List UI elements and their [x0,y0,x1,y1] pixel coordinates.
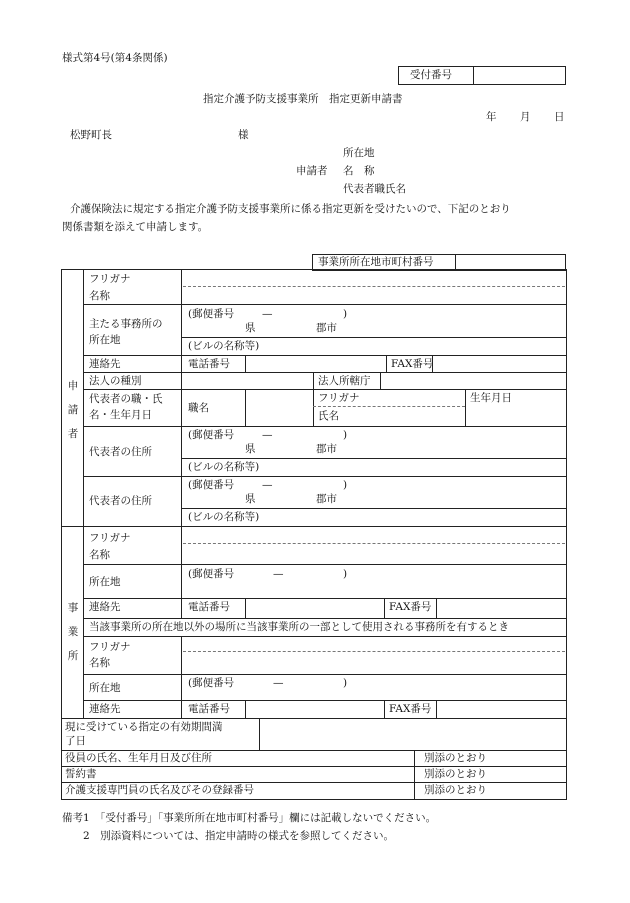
main-office-address-field[interactable] [183,305,565,337]
main-office-postal-label: (郵便番号 [188,308,235,320]
rep-name-label: 氏名 [318,410,339,422]
office-fax-label: FAX番号 [389,601,432,613]
expiry-label-2: 了日 [65,735,86,747]
municipal-number-label: 事業所所在地市町村番号 [318,256,434,268]
office-name-label: 名称 [89,549,110,561]
rep-birthdate-field[interactable] [467,405,565,425]
applicant-furigana-field[interactable] [183,270,565,286]
office-contact-label: 連絡先 [89,601,121,613]
applicant-contact-label: 連絡先 [89,358,121,370]
applicant-name-label: 名称 [89,290,110,302]
corp-type-field[interactable] [183,373,311,388]
receipt-number-label: 受付番号 [410,69,452,81]
rep-address1-field[interactable] [183,427,565,457]
other-office-location-label: 所在地 [89,682,121,694]
office-section-label: 事 業 所 [67,602,79,662]
applicant-furigana-label: フリガナ [89,273,131,285]
corp-type-label: 法人の種別 [89,375,142,387]
other-office-postal-close: ) [343,677,348,689]
receipt-number-box [398,66,566,85]
rep-position-field[interactable] [247,390,311,425]
other-office-furigana-field[interactable] [183,637,565,651]
office-postal-label: (郵便番号 [188,568,235,580]
expiry-date-field[interactable] [261,719,565,749]
attachment-pledge-value: 別添のとおり [424,768,487,780]
applicant-phone-field[interactable] [247,356,384,371]
office-postal-dash: — [273,568,284,580]
other-office-phone-label: 電話番号 [188,703,230,715]
main-office-postal-close: ) [343,308,348,320]
main-office-postal-dash: — [262,308,273,320]
other-office-postal-dash: — [273,677,284,689]
other-office-fax-label: FAX番号 [389,703,432,715]
main-office-label-2: 所在地 [89,334,121,346]
other-office-furigana-label: フリガナ [89,641,131,653]
applicant-fax-field[interactable] [434,356,565,371]
addressee-honorific: 様 [238,129,249,141]
date-day: 日 [554,111,565,123]
attachment-care-managers-label: 介護支援専門員の氏名及びその登録番号 [65,784,254,796]
addressee-name: 松野町長 [70,129,112,141]
other-office-phone-field[interactable] [247,701,382,717]
body-text-line2: 関係書類を添えて申請します。 [62,221,209,233]
rep-address2-building-label: (ビルの名称等) [188,511,260,523]
rep-address2-prefecture: 県 [245,493,256,505]
main-office-prefecture: 県 [245,322,256,334]
office-furigana-label: フリガナ [89,532,131,544]
page-title: 指定介護予防支援事業所 指定更新申請書 [203,93,403,105]
applicant-rep-label: 代表者職氏名 [343,183,406,195]
applicant-section-label: 申 請 者 [67,380,79,440]
office-fax-field[interactable] [438,599,565,617]
date-month: 月 [520,111,531,123]
rep-title-label-2: 名・生年月日 [89,409,152,421]
applicant-name-label: 名 称 [343,165,375,177]
applicant-phone-label: 電話番号 [188,358,230,370]
office-furigana-field[interactable] [183,527,565,543]
rep-address1-building-label: (ビルの名称等) [188,461,260,473]
attachment-officers-label: 役員の氏名、生年月日及び住所 [65,752,212,764]
other-office-name-label: 名称 [89,657,110,669]
rep-address-label-2: 代表者の住所 [89,495,152,507]
rep-title-label-1: 代表者の職・氏 [89,393,163,405]
rep-address2-postal-dash: — [262,479,273,491]
form-number: 様式第4号(第4条関係) [62,52,168,64]
rep-address2-field[interactable] [183,477,565,507]
office-name-field[interactable] [183,545,565,563]
office-location-field[interactable] [183,565,565,597]
other-office-note: 当該事業所の所在地以外の場所に当該事業所の一部として使用される事務所を有するとき [89,621,509,633]
rep-position-label: 職名 [188,402,209,414]
rep-address1-postal-dash: — [262,429,273,441]
office-postal-close: ) [343,568,348,580]
date-year: 年 [486,111,497,123]
attachment-pledge-label: 誓約書 [65,768,97,780]
rep-name-field[interactable] [380,390,463,425]
office-location-label: 所在地 [89,576,121,588]
rep-furigana-label: フリガナ [318,392,360,404]
body-text-line1: 介護保険法に規定する指定介護予防支援事業所に係る指定更新を受けたいので、下記のとおり [70,203,511,215]
main-office-county-city: 郡市 [316,322,337,334]
other-office-name-field[interactable] [183,653,565,673]
rep-address2-county-city: 郡市 [316,493,337,505]
rep-birthdate-label: 生年月日 [470,392,512,404]
rep-address2-postal-close: ) [343,479,348,491]
applicant-fax-label: FAX番号 [391,358,434,370]
office-phone-field[interactable] [247,599,382,617]
rep-address1-county-city: 郡市 [316,443,337,455]
main-office-label-1: 主たる事務所の [89,318,163,330]
note-2: 2 別添資料については、指定申請時の様式を参照してください。 [62,830,394,842]
municipal-number-field[interactable] [457,255,565,270]
attachment-officers-value: 別添のとおり [424,752,487,764]
other-office-location-field[interactable] [183,675,565,699]
applicant-location-label: 所在地 [343,147,375,159]
corp-authority-label: 法人所轄庁 [318,375,371,387]
rep-address2-postal-label: (郵便番号 [188,479,235,491]
receipt-number-field[interactable] [475,67,565,84]
office-phone-label: 電話番号 [188,601,230,613]
other-office-postal-label: (郵便番号 [188,677,235,689]
other-office-fax-field[interactable] [438,701,565,717]
other-office-contact-label: 連絡先 [89,703,121,715]
expiry-label-1: 現に受けている指定の有効期間満 [65,721,223,733]
corp-authority-field[interactable] [382,373,565,388]
rep-address1-postal-label: (郵便番号 [188,429,235,441]
applicant-name-field[interactable] [183,288,565,304]
attachment-care-managers-value: 別添のとおり [424,784,487,796]
rep-address-label-1: 代表者の住所 [89,446,152,458]
note-1: 備考1 「受付番号」「事業所所在地市町村番号」欄には記載しないでください。 [62,812,437,824]
applicant-label: 申請者 [296,165,328,177]
main-office-building-label: (ビルの名称等) [188,340,260,352]
rep-address1-prefecture: 県 [245,443,256,455]
rep-address1-postal-close: ) [343,429,348,441]
